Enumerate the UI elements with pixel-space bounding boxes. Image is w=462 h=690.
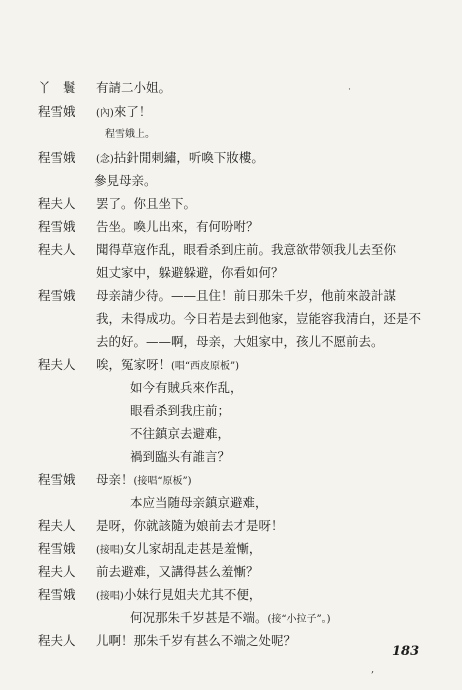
stage-direction: (接“小拉子”。): [267, 614, 331, 625]
line-text: 我，未得成功。今日若是去到他家，豈能容我清白，还是不: [96, 311, 422, 326]
line-text: 拈針閒刺繡，听喚下妝樓。: [113, 150, 264, 165]
stage-direction: (念): [96, 154, 114, 165]
dialogue-line: [38, 541, 261, 559]
line-text: 姐丈家中，躲避躲避，你看如何？: [96, 265, 284, 280]
line-text: 儿啊！那朱千岁有甚么不端之处呢？: [96, 633, 297, 648]
page-number: 183: [392, 644, 420, 659]
verse-line: [130, 610, 331, 628]
verse-line: [130, 403, 230, 419]
speaker-name: 程雪娥: [38, 288, 76, 303]
line-text: 眼看杀到我庄前；: [130, 403, 231, 418]
stage-direction: (內): [96, 108, 114, 119]
line-text: 母亲請少待。——且住！前日那朱千岁，他前來設計謀: [96, 288, 397, 303]
dialogue-line: [38, 242, 396, 258]
dialogue-line: [96, 265, 284, 281]
line-text: 來了！: [113, 104, 152, 119]
verse-line: [130, 426, 230, 442]
speaker-name: 程雪娥: [38, 219, 76, 234]
dialogue-line: [38, 518, 284, 534]
speaker-name: 程夫人: [38, 518, 76, 533]
verse-line: [130, 380, 243, 396]
speaker-name: 程雪娥: [38, 587, 76, 602]
line-text: 禍到臨头有誰言？: [130, 449, 231, 464]
line-text: 唉，冤家呀！: [96, 357, 172, 372]
stage-direction: (接唱): [96, 591, 124, 602]
stage-direction: (唱“西皮原板”): [171, 361, 240, 372]
line-text: 小妹行見姐夫尤其不便，: [123, 587, 262, 602]
verse-line: [130, 495, 268, 511]
dialogue-line: [38, 633, 296, 649]
line-text: 前去避难，又講得甚么羞慚？: [96, 564, 259, 579]
line-text: 是呀，你就該隨为娘前去才是呀！: [96, 518, 284, 533]
line-text: 告坐。喚儿出來，有何吩咐？: [96, 219, 259, 234]
stage-note: [105, 127, 155, 143]
line-text: 女儿家胡乱走甚是羞慚，: [123, 541, 262, 556]
stage-direction: (接唱): [96, 545, 124, 556]
line-text: 罢了。你且坐下。: [96, 196, 197, 211]
speaker-name: 程夫人: [38, 242, 76, 257]
dialogue-line: [38, 196, 196, 212]
speaker-name: 程雪娥: [38, 104, 76, 119]
line-text: 聞得草寇作乱，眼看杀到庄前。我意欲带领我儿去至你: [96, 242, 397, 257]
speaker-name: 丫 鬟: [38, 80, 76, 95]
speaker-name: 程夫人: [38, 196, 76, 211]
dialogue-line: [96, 334, 384, 350]
ink-speck-icon: ˙: [347, 88, 352, 99]
dialogue-line: [38, 288, 396, 304]
speaker-name: 程夫人: [38, 357, 76, 372]
dialogue-line: [38, 564, 259, 580]
line-text: 何况那朱千岁甚是不端。: [130, 610, 268, 625]
line-text: 有請二小姐。: [96, 80, 172, 95]
dialogue-line: [38, 472, 192, 490]
ink-speck-icon: ,: [371, 664, 375, 675]
dialogue-line: [38, 150, 264, 168]
verse-line: [130, 449, 230, 465]
speaker-name: 程雪娥: [38, 541, 76, 556]
dialogue-line: [94, 173, 157, 189]
dialogue-line: [38, 357, 239, 375]
line-text: 母亲！: [96, 472, 134, 487]
dialogue-line: [38, 80, 171, 96]
dialogue-line: [38, 219, 259, 235]
dialogue-line: [38, 587, 261, 605]
line-text: 程雪娥上。: [105, 129, 155, 140]
line-text: 如今有賊兵來作乱，: [130, 380, 243, 395]
line-text: 參見母亲。: [94, 173, 157, 188]
dialogue-line: [38, 104, 151, 122]
line-text: 去的好。——啊，母亲，大姐家中，孩儿不愿前去。: [96, 334, 384, 349]
line-text: 不往鎮京去避难，: [130, 426, 231, 441]
dialogue-line: [96, 311, 421, 327]
line-text: 本应当随母亲鎮京避难，: [130, 495, 268, 510]
stage-direction: (接唱“原板”): [133, 476, 192, 487]
speaker-name: 程雪娥: [38, 150, 76, 165]
speaker-name: 程夫人: [38, 633, 76, 648]
speaker-name: 程雪娥: [38, 472, 76, 487]
speaker-name: 程夫人: [38, 564, 76, 579]
